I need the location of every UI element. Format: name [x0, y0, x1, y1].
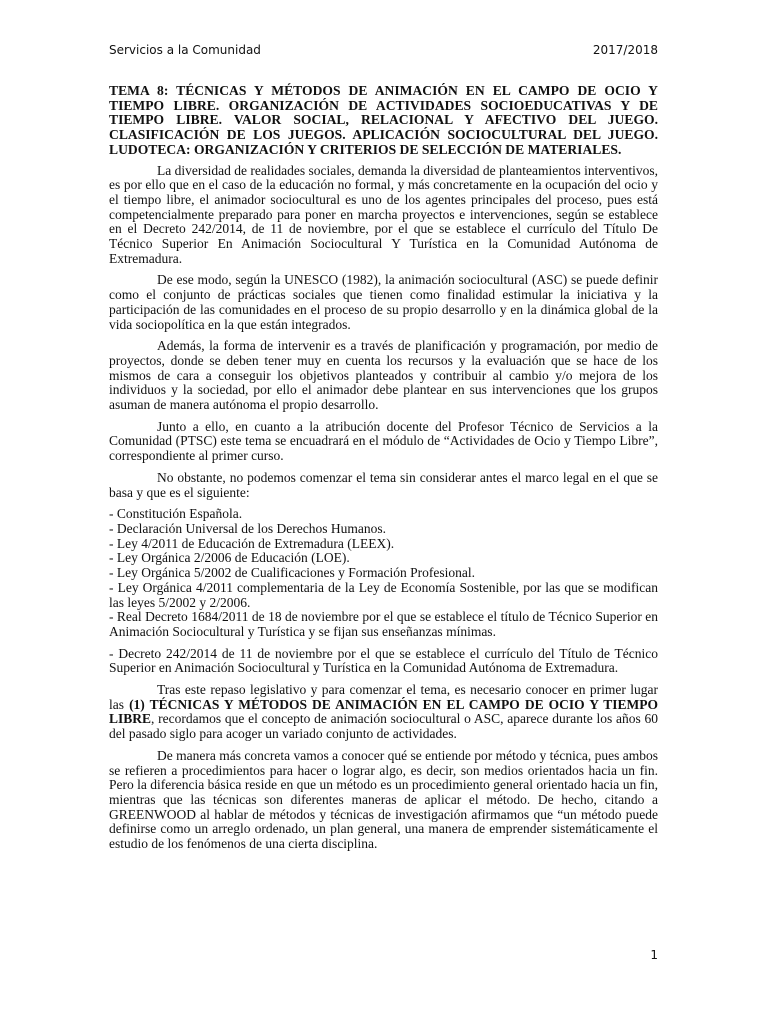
list-item: - Constitución Española. — [109, 506, 243, 522]
paragraph-metodo: De manera más concreta vamos a conocer qué se entiende por método y técnica, pues ambos se refieren a procedimientos para hacer o lograr algo, es decir, son medios orientados hacia un fin. Pero la diferencia básica reside en que un método es un procedimiento general orientado hacia un fin, mientras que las técnicas son diferentes maneras de aplicar el método. De hecho, citando a GREENWOOD al hablar de métodos y técnicas de investigación afirmamos que “un método puede definirse como un arreglo ordenado, un plan general, una manera de emprender sistemáticamente el estudio de los fenómenos de una cierta disciplina. — [109, 747, 658, 852]
header-right: 2017/2018 — [592, 43, 658, 57]
paragraph-1: La diversidad de realidades sociales, demanda la diversidad de planteamientos interventivos, es por ello que en el caso de la educación no formal, y más concretamente en la ocupación del ocio y el tiempo libre, el animador sociocultural es uno de los agentes principales del proceso, pues está competencialmente preparado para poner en marcha proyectos e intervenciones, según se establece en el Decreto 242/2014, de 11 de noviembre, por el que se establece el currículo del Título De Técnico Superior En Animación Sociocultural Y Turística en la Comunidad Autónoma de Extremadura. — [109, 162, 658, 266]
page-content — [109, 84, 658, 859]
list-item: - Real Decreto 1684/2011 de 18 de noviembre por el que se establece el título de Técnico Superior en Animación Sociocultural y Turística y se fijan sus enseñanzas mínimas. — [109, 609, 658, 639]
legal-framework-list — [109, 507, 658, 639]
paragraph-4: Junto a ello, en cuanto a la atribución docente del Profesor Técnico de Servicios a la Comunidad (PTSC) este tema se encuadrará en el módulo de “Actividades de Ocio y Tiempo Libre”, correspondiente al primer curso. — [109, 418, 658, 464]
paragraph-tras — [109, 683, 658, 742]
list-item: - Ley Orgánica 2/2006 de Educación (LOE). — [109, 550, 350, 566]
list-item: - Ley 4/2011 de Educación de Extremadura (LEEX). — [109, 535, 395, 551]
paragraph-2: De ese modo, según la UNESCO (1982), la animación sociocultural (ASC) se puede definir como el conjunto de prácticas sociales que tienen como finalidad estimular la iniciativa y la participación de las comunidades en el proceso de su propio desarrollo y en la dinámica global de la vida sociopolítica en la que están integrados. — [109, 272, 658, 332]
decreto-item: - Decreto 242/2014 de 11 de noviembre por el que se establece el currículo del Título de Técnico Superior en Animación Sociocultural y Turística en la Comunidad Autónoma de Extremadura. — [109, 645, 658, 676]
section-1-heading: (1) TÉCNICAS Y MÉTODOS DE ANIMACIÓN EN EL CAMPO DE OCIO Y TIEMPO LIBRE — [109, 696, 658, 727]
paragraph-3: Además, la forma de intervenir es a través de planificación y programación, por medio de proyectos, donde se deben tener muy en cuenta los recursos y la evaluación que se hace de los mismos de cara a conseguir los objetivos planteados y contribuir al cambio y/o mejora de los individuos y la sociedad, por ello el animador debe plantear en sus intervenciones que los grupos asuman de manera autónoma el propio desarrollo. — [109, 338, 658, 413]
page-number: 1 — [650, 948, 658, 962]
list-item: - Declaración Universal de los Derechos Humanos. — [109, 520, 387, 536]
list-item: - Ley Orgánica 5/2002 de Cualificaciones y Formación Profesional. — [109, 565, 476, 581]
tras-text-before: Tras este repaso legislativo y para comenzar el tema, es necesario conocer en primer lugar las — [109, 682, 658, 712]
tras-text-after: , recordamos que el concepto de animación sociocultural o ASC, aparece durante los años 60 del pasado siglo para acoger un variado conjunto de actividades. — [109, 711, 658, 742]
topic-title: TEMA 8: TÉCNICAS Y MÉTODOS DE ANIMACIÓN EN EL CAMPO DE OCIO Y TIEMPO LIBRE. ORGANIZACIÓN DE ACTIVIDADES SOCIOEDUCATIVAS Y DE TIEMPO LIBRE. VALOR SOCIAL, RELACIONAL Y AFECTIVO DEL JUEGO. CLASIFICACIÓN DE LOS JUEGOS. APLICACIÓN SOCIOCULTURAL DEL JUEGO. LUDOTECA: ORGANIZACIÓN Y CRITERIOS DE SELECCIÓN DE MATERIALES. — [109, 83, 658, 157]
list-item: - Ley Orgánica 4/2011 complementaria de la Ley de Economía Sostenible, por las que se modifican las leyes 5/2002 y 2/2006. — [109, 579, 658, 610]
paragraph-5: No obstante, no podemos comenzar el tema sin considerar antes el marco legal en el que se basa y que es el siguiente: — [109, 469, 658, 500]
header-left: Servicios a la Comunidad — [109, 43, 261, 57]
